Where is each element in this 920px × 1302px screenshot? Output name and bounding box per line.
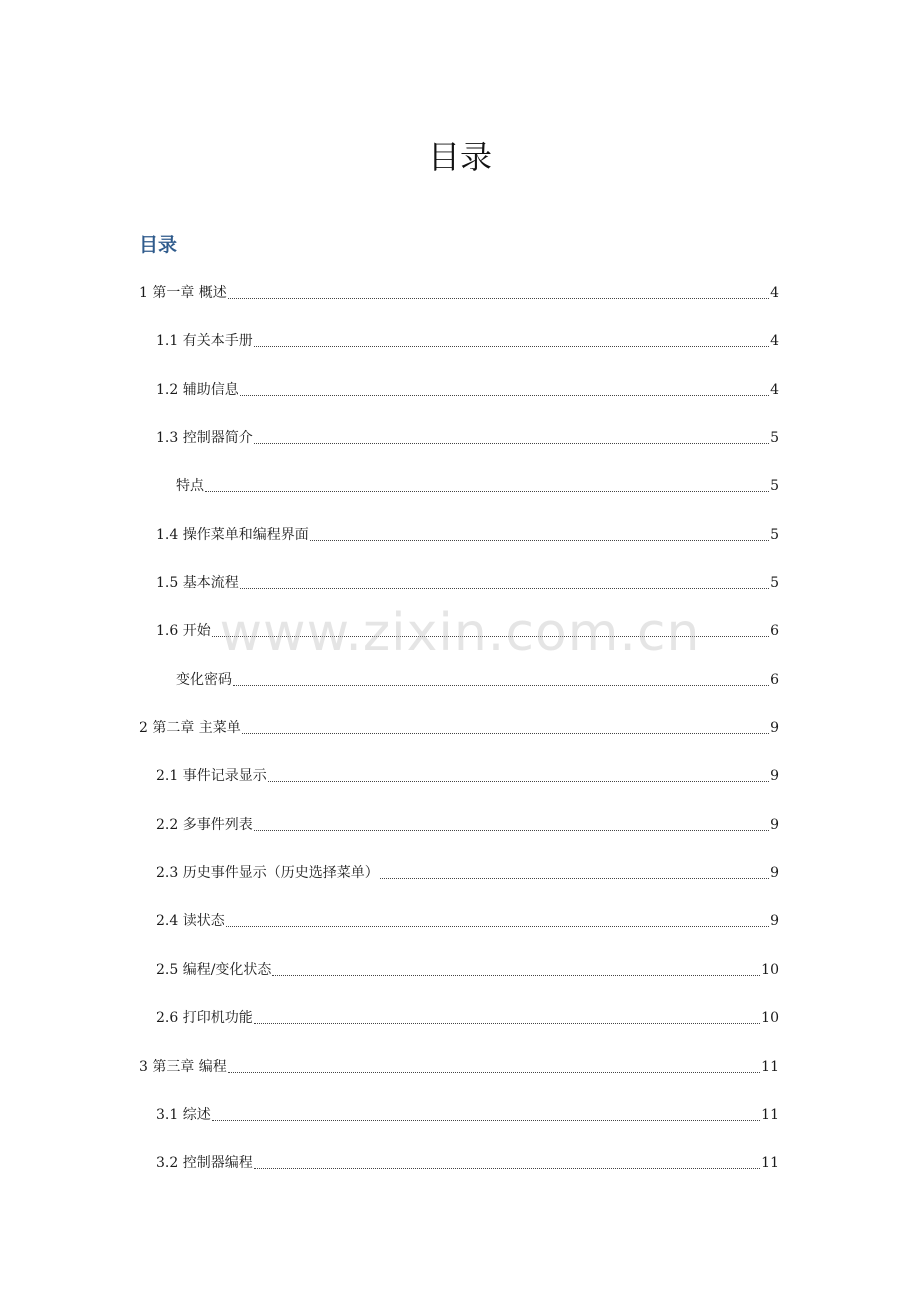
toc-dot-leader bbox=[212, 1104, 760, 1121]
toc-entry[interactable] bbox=[0, 524, 920, 572]
toc-entry-text: 1.5 基本流程 bbox=[156, 575, 239, 592]
toc-entry-page-number: 5 bbox=[770, 526, 779, 543]
toc-entry[interactable] bbox=[0, 765, 920, 813]
toc-dot-leader bbox=[268, 765, 769, 782]
toc-entry-page-number: 4 bbox=[770, 381, 779, 398]
toc-entry[interactable] bbox=[0, 475, 920, 523]
toc-entry[interactable] bbox=[0, 1056, 920, 1104]
toc-entry[interactable] bbox=[0, 1104, 920, 1152]
toc-entry[interactable] bbox=[0, 572, 920, 620]
toc-entry-page-number: 11 bbox=[761, 1155, 779, 1172]
toc-dot-leader bbox=[228, 1056, 760, 1073]
toc-dot-leader bbox=[226, 910, 769, 927]
toc-dot-leader bbox=[212, 620, 769, 637]
toc-entry-text: 1.4 操作菜单和编程界面 bbox=[156, 526, 309, 543]
toc-entry-text: 1.3 控制器简介 bbox=[156, 430, 253, 447]
toc-entry-page-number: 10 bbox=[761, 1010, 779, 1027]
toc-dot-leader bbox=[380, 862, 769, 879]
toc-entry-text: 3.1 综述 bbox=[156, 1106, 211, 1123]
toc-dot-leader bbox=[228, 282, 769, 299]
toc-dot-leader bbox=[272, 959, 760, 976]
toc-entry-text: 1.6 开始 bbox=[156, 623, 211, 640]
toc-entry-text: 2.6 打印机功能 bbox=[156, 1010, 253, 1027]
table-of-contents bbox=[0, 282, 920, 1201]
toc-entry-text: 3.2 控制器编程 bbox=[156, 1155, 253, 1172]
toc-entry-page-number: 9 bbox=[770, 865, 779, 882]
toc-entry-text: 3 第三章 编程 bbox=[139, 1058, 227, 1075]
toc-entry[interactable] bbox=[0, 814, 920, 862]
toc-entry-text: 2.1 事件记录显示 bbox=[156, 768, 267, 785]
toc-entry-text: 2.5 编程/变化状态 bbox=[156, 961, 272, 978]
toc-entry-page-number: 9 bbox=[770, 816, 779, 833]
toc-dot-leader bbox=[205, 475, 769, 492]
toc-entry[interactable] bbox=[0, 620, 920, 668]
toc-dot-leader bbox=[254, 814, 769, 831]
toc-dot-leader bbox=[233, 669, 769, 686]
toc-entry-page-number: 11 bbox=[761, 1058, 779, 1075]
toc-entry[interactable] bbox=[0, 959, 920, 1007]
toc-entry-text: 2.2 多事件列表 bbox=[156, 816, 253, 833]
page-title: 目录 bbox=[427, 138, 492, 177]
toc-entry-text: 2.3 历史事件显示（历史选择菜单） bbox=[156, 865, 379, 882]
toc-dot-leader bbox=[254, 330, 769, 347]
toc-entry-text: 1 第一章 概述 bbox=[139, 285, 227, 301]
toc-dot-leader bbox=[240, 572, 769, 589]
toc-entry[interactable] bbox=[0, 379, 920, 427]
toc-entry-text: 特点 bbox=[176, 478, 204, 495]
toc-entry-page-number: 9 bbox=[770, 768, 779, 785]
toc-entry-page-number: 5 bbox=[770, 430, 779, 447]
toc-entry-page-number: 4 bbox=[770, 333, 779, 350]
toc-entry[interactable] bbox=[0, 669, 920, 717]
toc-dot-leader bbox=[254, 1007, 760, 1024]
toc-entry[interactable] bbox=[0, 427, 920, 475]
toc-entry-page-number: 6 bbox=[770, 671, 779, 688]
watermark: www.zixin.com.cn bbox=[219, 603, 701, 663]
toc-entry-text: 2 第二章 主菜单 bbox=[139, 720, 241, 737]
toc-entry[interactable] bbox=[0, 910, 920, 958]
toc-dot-leader bbox=[242, 717, 769, 734]
toc-entry[interactable] bbox=[0, 1152, 920, 1200]
toc-entry-page-number: 5 bbox=[770, 478, 779, 495]
toc-entry-page-number: 6 bbox=[770, 623, 779, 640]
toc-entry-page-number: 5 bbox=[770, 575, 779, 592]
toc-dot-leader bbox=[254, 427, 769, 444]
toc-entry-page-number: 10 bbox=[761, 961, 779, 978]
toc-entry-text: 1.2 辅助信息 bbox=[156, 381, 239, 398]
toc-entry-page-number: 11 bbox=[761, 1106, 779, 1123]
toc-entry[interactable] bbox=[0, 282, 920, 330]
toc-entry[interactable] bbox=[0, 717, 920, 765]
toc-entry[interactable] bbox=[0, 1007, 920, 1055]
toc-dot-leader bbox=[310, 524, 769, 541]
toc-entry-page-number: 9 bbox=[770, 720, 779, 737]
toc-entry-text: 1.1 有关本手册 bbox=[156, 333, 253, 350]
toc-entry[interactable] bbox=[0, 330, 920, 378]
toc-entry-page-number: 4 bbox=[770, 285, 779, 301]
toc-dot-leader bbox=[254, 1152, 760, 1169]
toc-entry-text: 变化密码 bbox=[176, 671, 232, 688]
toc-entry-text: 2.4 读状态 bbox=[156, 913, 225, 930]
toc-entry[interactable] bbox=[0, 862, 920, 910]
toc-heading: 目录 bbox=[139, 234, 178, 256]
toc-entry-page-number: 9 bbox=[770, 913, 779, 930]
toc-dot-leader bbox=[240, 379, 769, 396]
